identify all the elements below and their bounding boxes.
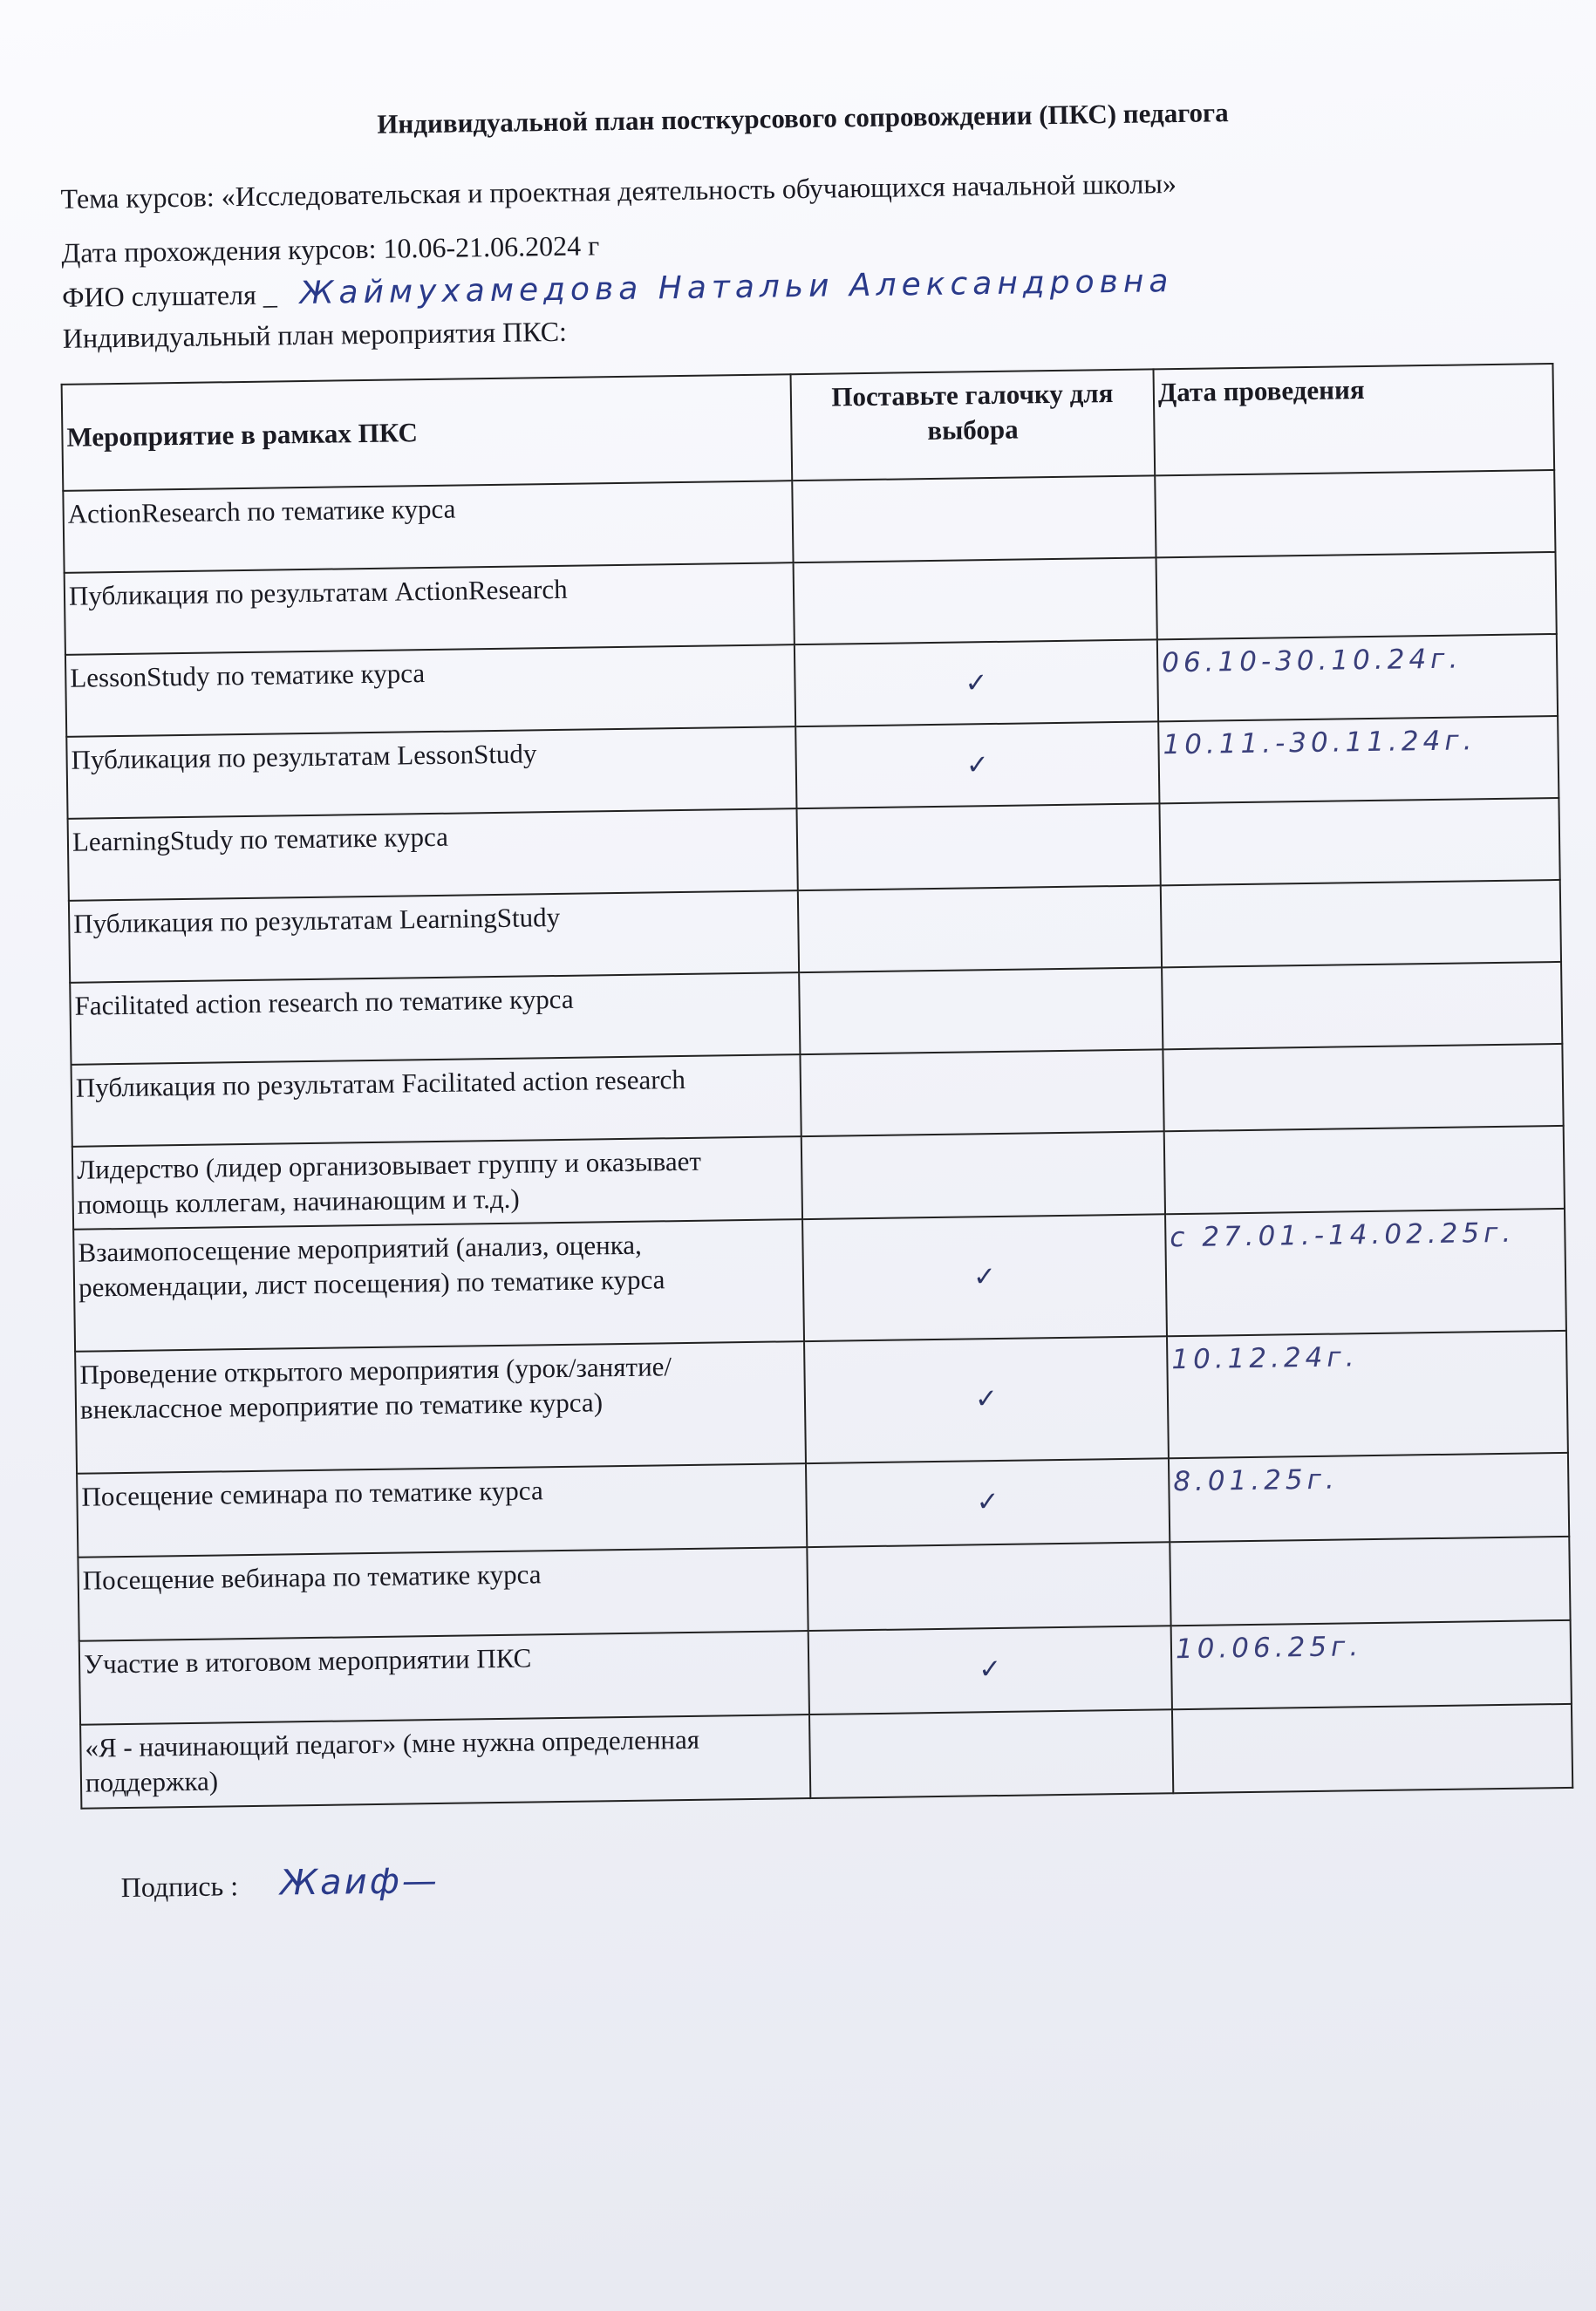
event-cell: Проведение открытого мероприятия (урок/занятие/ внеклассное мероприятие по тематике курса) bbox=[75, 1341, 806, 1474]
table-row bbox=[75, 1330, 1568, 1473]
table-header-row bbox=[62, 364, 1555, 491]
date-cell[interactable] bbox=[1159, 798, 1559, 885]
check-cell[interactable] bbox=[796, 803, 1160, 890]
fio-handwritten-value: Жаймухамедова Натальи Александровна bbox=[299, 263, 1174, 312]
event-cell: Посещение вебинара по тематике курса bbox=[78, 1547, 808, 1641]
event-cell: «Я - начинающий педагог» (мне нужна определенная поддержка) bbox=[80, 1715, 810, 1809]
pks-plan-table bbox=[61, 363, 1574, 1809]
event-cell: Facilitated action research по тематике курса bbox=[70, 972, 800, 1065]
check-cell[interactable] bbox=[799, 967, 1163, 1054]
date-cell[interactable] bbox=[1163, 1044, 1563, 1131]
event-cell: Взаимопосещение мероприятий (анализ, оценка, рекомендации, лист посещения) по тематике курса bbox=[73, 1219, 804, 1352]
date-cell[interactable] bbox=[1156, 552, 1557, 639]
check-cell[interactable]: ✓ bbox=[806, 1458, 1170, 1547]
header-event: Мероприятие в рамках ПКС bbox=[62, 374, 793, 491]
date-cell[interactable] bbox=[1164, 1126, 1565, 1214]
course-topic: Тема курсов: «Исследовательская и проектная деятельность обучающихся начальной школы» bbox=[60, 167, 1177, 215]
course-dates: Дата прохождения курсов: 10.06-21.06.2024 г bbox=[61, 229, 600, 269]
date-cell[interactable]: 10.12.24г. bbox=[1167, 1330, 1568, 1457]
date-cell[interactable]: 8.01.25г. bbox=[1169, 1452, 1569, 1541]
check-cell[interactable] bbox=[809, 1709, 1173, 1798]
check-cell[interactable] bbox=[792, 475, 1156, 562]
event-cell: LessonStudy по тематике курса bbox=[65, 644, 795, 737]
check-cell[interactable]: ✓ bbox=[795, 639, 1158, 726]
event-cell: Посещение семинара по тематике курса bbox=[77, 1463, 807, 1558]
header-date: Дата проведения bbox=[1153, 364, 1554, 475]
signature-line bbox=[120, 1861, 440, 1905]
check-cell[interactable] bbox=[807, 1542, 1170, 1631]
check-cell[interactable]: ✓ bbox=[795, 721, 1159, 808]
date-cell[interactable]: 10.06.25г. bbox=[1171, 1619, 1572, 1708]
date-cell[interactable] bbox=[1162, 962, 1562, 1049]
event-cell: LearningStudy по тематике курса bbox=[68, 808, 798, 901]
check-cell[interactable]: ✓ bbox=[808, 1626, 1172, 1715]
date-cell[interactable] bbox=[1155, 470, 1555, 557]
event-cell: Публикация по результатам ActionResearch bbox=[65, 562, 795, 655]
event-cell: Публикация по результатам LearningStudy bbox=[69, 890, 799, 983]
check-cell[interactable] bbox=[794, 557, 1157, 644]
fio-label: ФИО слушателя _ bbox=[61, 278, 278, 313]
check-cell[interactable] bbox=[798, 885, 1162, 972]
date-cell[interactable] bbox=[1172, 1703, 1572, 1792]
check-cell[interactable]: ✓ bbox=[804, 1336, 1169, 1463]
signature-label: Подпись : bbox=[120, 1870, 239, 1904]
date-cell[interactable]: 06.10-30.10.24г. bbox=[1157, 634, 1558, 721]
check-cell[interactable] bbox=[800, 1049, 1163, 1136]
signature-handwritten: Жаиф— bbox=[279, 1861, 440, 1904]
date-cell[interactable] bbox=[1170, 1536, 1570, 1625]
event-cell: ActionResearch по тематике курса bbox=[63, 481, 793, 573]
event-cell: Участие в итоговом мероприятии ПКС bbox=[79, 1631, 809, 1725]
check-cell[interactable]: ✓ bbox=[802, 1214, 1167, 1341]
event-cell: Публикация по результатам Facilitated action research bbox=[72, 1054, 801, 1147]
event-cell: Лидерство (лидер организовывает группу и оказывает помощь коллегам, начинающим и т.д.) bbox=[72, 1136, 802, 1229]
header-check: Поставьте галочку для выбора bbox=[791, 369, 1156, 481]
document-content bbox=[52, 75, 1552, 1904]
event-cell: Публикация по результатам LessonStudy bbox=[66, 726, 796, 819]
table-row bbox=[73, 1209, 1566, 1352]
date-cell[interactable]: с 27.01.-14.02.25г. bbox=[1165, 1209, 1566, 1336]
date-cell[interactable] bbox=[1161, 880, 1561, 967]
plan-label: Индивидуальный план мероприятия ПКС: bbox=[62, 315, 568, 354]
document-title: Индивидуальной план посткурсового сопровождении (ПКС) педагога bbox=[377, 97, 1229, 140]
fio-line bbox=[62, 263, 1174, 315]
check-cell[interactable] bbox=[801, 1131, 1165, 1218]
date-cell[interactable]: 10.11.-30.11.24г. bbox=[1158, 716, 1558, 803]
